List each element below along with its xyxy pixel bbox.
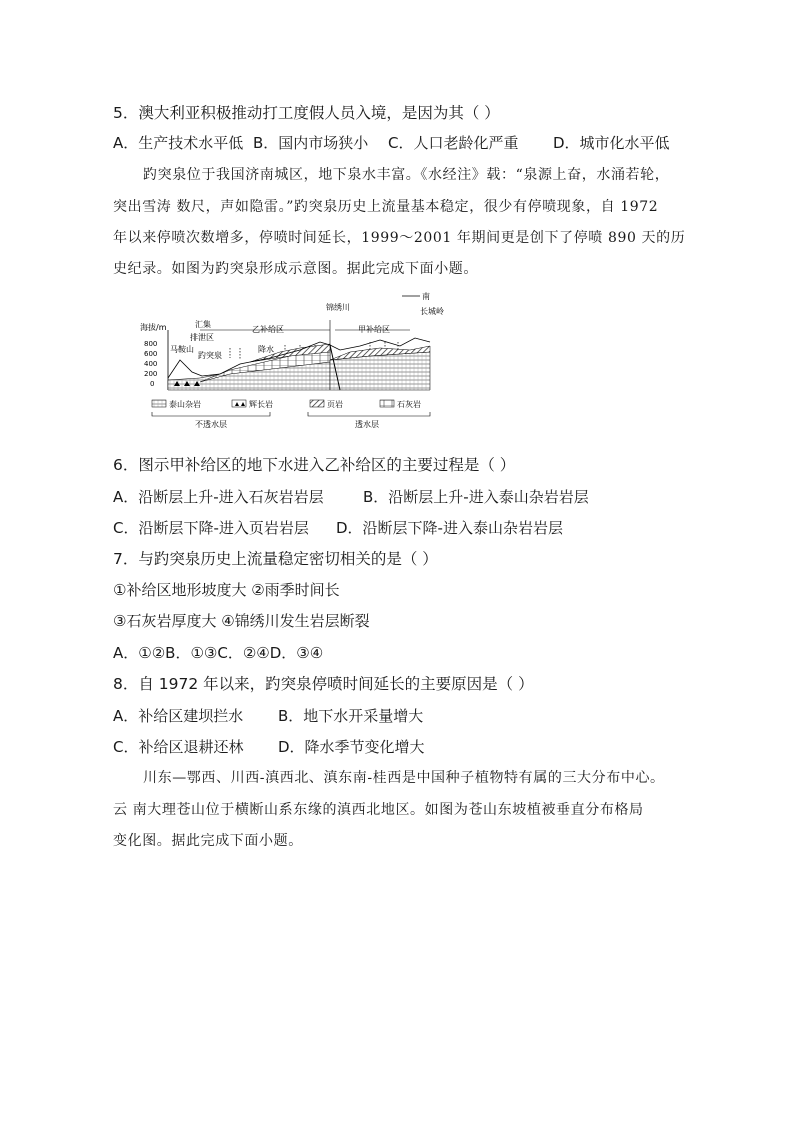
y-tick-0: 0 (150, 380, 155, 388)
legend-shale: 页岩 (327, 400, 343, 409)
q5-option-d: D．城市化水平低 (553, 134, 670, 152)
place-jinxiuchuan: 锦绣川 (326, 303, 350, 312)
passage1-line-2: 突出雪涛 数尺，声如隐雷。”趵突泉历史上流量基本稳定，很少有停喷现象，自 1972 (113, 199, 659, 215)
spring-formation-diagram (140, 290, 444, 440)
q8-options-row-2 (113, 737, 425, 757)
passage1-line-4: 史纪录。如图为趵突泉形成示意图。据此完成下面小题。 (113, 261, 478, 277)
q5-options (113, 133, 683, 153)
place-south: 南 (422, 292, 430, 301)
q6-option-a: A．沿断层上升-进入石灰岩岩层 (113, 488, 324, 506)
zone-paixie: 排泄区 (190, 333, 214, 342)
place-changchengling: 长城岭 (420, 307, 444, 316)
q5-stem: 5．澳大利亚积极推动打工度假人员入境，是因为其（ ） (113, 104, 500, 122)
q6-option-d: D．沿断层下降-进入泰山杂岩岩层 (336, 519, 563, 537)
q7-options: A．①②B．①③C．②④D．③④ (113, 644, 324, 662)
y-tick-600: 600 (144, 350, 158, 358)
q8-option-d: D．降水季节变化增大 (278, 738, 425, 756)
q8-option-b: B．地下水开采量增大 (278, 707, 424, 725)
legend-taishan: 泰山杂岩 (169, 400, 201, 409)
zone-huiji: 汇集 (195, 320, 211, 329)
y-axis-label: 海拔/m (140, 323, 167, 332)
q7-items-row-1: ①补给区地形坡度大 ②雨季时间长 (113, 581, 340, 599)
q8-option-c: C．补给区退耕还林 (113, 738, 244, 756)
q6-options-row-2 (113, 518, 563, 538)
passage2-line-3: 变化图。据此完成下面小题。 (113, 833, 303, 849)
y-tick-400: 400 (144, 360, 158, 368)
q8-options-row-1 (113, 706, 423, 726)
q7-stem: 7．与趵突泉历史上流量稳定密切相关的是（ ） (113, 550, 438, 568)
q5-option-c: C．人口老龄化严重 (388, 134, 519, 152)
q5-option-b: B．国内市场狭小 (253, 134, 369, 152)
legend-gabbro: 辉长岩 (249, 400, 273, 409)
zone-yi-recharge: 乙补给区 (252, 325, 284, 334)
q6-option-b: B．沿断层上升-进入泰山杂岩岩层 (363, 488, 589, 506)
q6-options-row-1 (113, 487, 589, 507)
passage2-line-1: 川东—鄂西、川西-滇西北、滇东南-桂西是中国种子植物特有属的三大分布中心。 (143, 770, 665, 786)
q6-option-c: C．沿断层下降-进入页岩岩层 (113, 519, 309, 537)
legend-limestone: 石灰岩 (397, 400, 421, 409)
group-permeable: 透水层 (355, 420, 379, 429)
zone-jia-recharge: 甲补给区 (358, 325, 390, 334)
q7-items-row-2: ③石灰岩厚度大 ④锦绣川发生岩层断裂 (113, 612, 370, 630)
passage1-line-1: 趵突泉位于我国济南城区，地下泉水丰富。《水经注》载：“泉源上奋，水涌若轮， (143, 167, 670, 183)
q8-stem: 8．自 1972 年以来，趵突泉停喷时间延长的主要原因是（ ） (113, 675, 534, 693)
rain-label: 降水 (258, 345, 274, 354)
y-tick-800: 800 (144, 340, 158, 348)
q8-option-a: A．补给区建坝拦水 (113, 707, 244, 725)
passage1-line-3: 年以来停喷次数增多，停喷时间延长，1999～2001 年期间更是创下了停喷 890 天的历 (113, 230, 686, 246)
place-baotuquan: 趵突泉 (198, 351, 222, 360)
q6-stem: 6．图示甲补给区的地下水进入乙补给区的主要过程是（ ） (113, 456, 516, 474)
group-impermeable: 不透水层 (195, 420, 227, 429)
place-maanshan: 马鞍山 (170, 345, 194, 354)
q5-option-a: A．生产技术水平低 (113, 134, 244, 152)
y-tick-200: 200 (144, 370, 158, 378)
passage2-line-2: 云 南大理苍山位于横断山系东缘的滇西北地区。如图为苍山东坡植被垂直分布格局 (113, 802, 644, 818)
